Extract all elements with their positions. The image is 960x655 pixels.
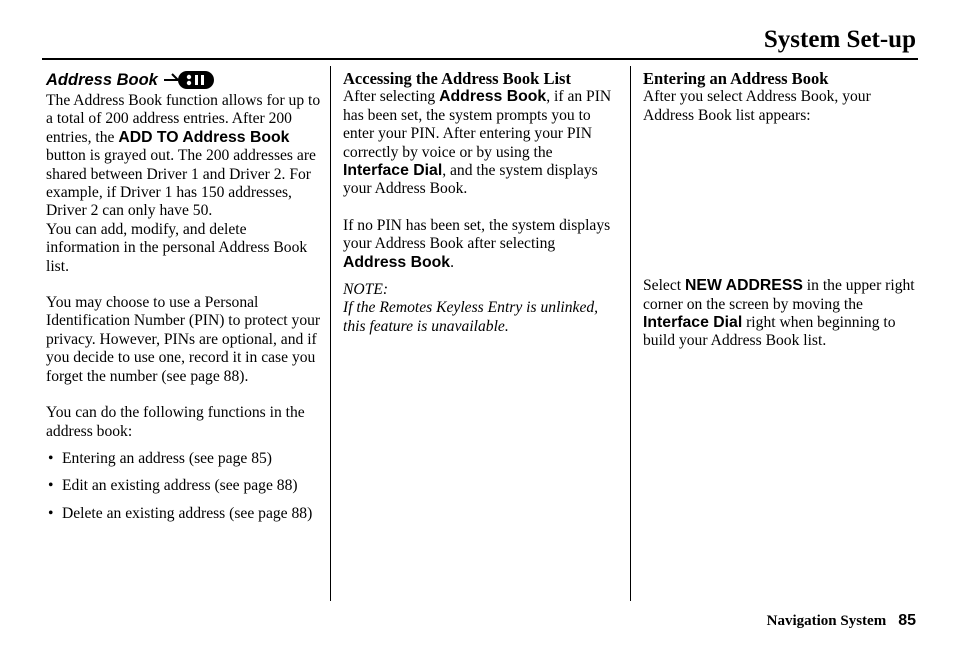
entering-heading: Entering an Address Book xyxy=(643,69,829,88)
new-address-instructions: Select NEW ADDRESS in the upper right corner on the screen by moving the Interface Dial right when beginning to build your Address Book list. xyxy=(643,277,915,350)
footer-section: Navigation System xyxy=(766,613,887,629)
address-book-label: Address Book xyxy=(439,88,547,106)
address-book-heading-text: Address Book xyxy=(46,70,158,89)
address-book-heading xyxy=(46,70,324,90)
entering-intro: After you select Address Book, your Address Book list appears: xyxy=(643,88,871,124)
list-item: • Edit an existing address (see page 88) xyxy=(46,477,324,495)
page-header-title: System Set-up xyxy=(763,26,916,53)
address-book-intro: The Address Book function allows for up to a total of 200 address entries. After 200 entries, the ADD TO Address Book button is grayed out. The 200 addresses are shared between Driver 1 and Driver 2. For example, if Driver 1 has 150 addresses, Driver 2 can only have 50. xyxy=(46,92,321,220)
header-rule xyxy=(42,58,918,60)
column-3 xyxy=(643,66,921,351)
address-book-label: Address Book xyxy=(343,253,451,271)
page-footer xyxy=(767,612,916,630)
interface-dial-label: Interface Dial xyxy=(343,162,443,180)
add-to-address-book-label: ADD TO Address Book xyxy=(118,128,290,146)
new-address-label: NEW ADDRESS xyxy=(685,277,803,295)
list-item: • Entering an address (see page 85) xyxy=(46,450,324,468)
note-text: If the Remotes Keyless Entry is unlinked, this feature is unavailable. xyxy=(343,299,599,335)
list-item: • Delete an existing address (see page 88) xyxy=(46,505,324,523)
interface-dial-label: Interface Dial xyxy=(643,314,743,332)
column-1 xyxy=(46,66,324,523)
no-pin-text: If no PIN has been set, the system displays your Address Book after selecting Address Book. xyxy=(343,216,611,271)
note-label: NOTE: xyxy=(343,281,389,299)
address-book-edit-info: You can add, modify, and delete information in the personal Address Book list. xyxy=(46,220,308,275)
accessing-list-text: After selecting Address Book, if an PIN has been set, the system prompts you to enter your PIN. After entering your PIN correctly by voice or by using the Interface Dial, and the system displays your Address Book. xyxy=(343,88,612,198)
functions-list xyxy=(46,450,324,523)
column-divider-2 xyxy=(630,66,631,601)
column-divider-1 xyxy=(330,66,331,601)
functions-intro: You can do the following functions in the address book: xyxy=(46,404,305,440)
voice-control-icon xyxy=(164,70,216,90)
page-number: 85 xyxy=(898,612,916,629)
accessing-list-heading: Accessing the Address Book List xyxy=(343,69,571,88)
column-2 xyxy=(343,66,621,336)
pin-info: You may choose to use a Personal Identification Number (PIN) to protect your privacy. However, PINs are optional, and if you decide to use one, record it in case you forget the number (see page 88). xyxy=(46,294,321,385)
